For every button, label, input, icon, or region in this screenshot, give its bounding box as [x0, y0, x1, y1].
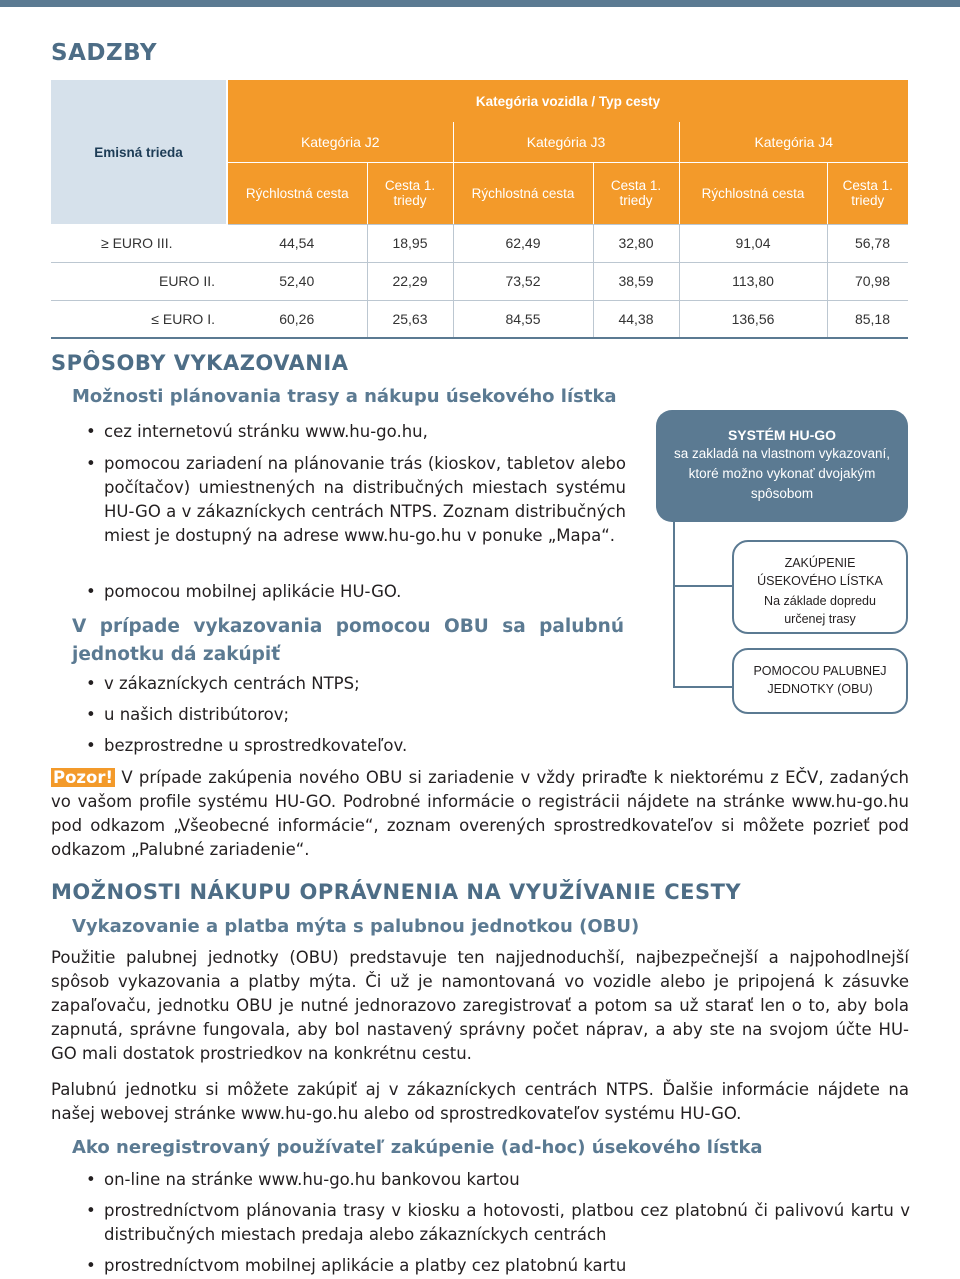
- road-type-header: Cesta 1. triedy: [367, 162, 453, 224]
- table-cell: 84,55: [453, 300, 593, 338]
- paragraph: Palubnú jednotku si môžete zakúpiť aj v zákazníckych centrách NTPS. Ďalšie informácie nájdete na našej webovej stránke www.hu-go.hu alebo od sprostredkovateľov systému HU-GO.: [51, 1080, 909, 1123]
- subtitle-planning: Možnosti plánovania trasy a nákupu úsekového lístka: [72, 386, 617, 407]
- system-hugo-box: [656, 410, 908, 522]
- system-hugo-title: SYSTÉM HU-GO: [727, 427, 837, 443]
- table-cell: 25,63: [367, 300, 453, 338]
- paragraph: Použitie palubnej jednotky (OBU) predstavuje ten najjednoduchší, najbezpečnejší a najpohodlnejší spôsob vykazovania a platby mýta. Či už je namontovaná vo vozidle alebo je pripojená k zásuvke zapaľovaču, jednotku OBU je nutné jednorazovo zaregistrovať a potom sa už starať len o to, aby bola zapnutá, správne fungovala, aby bol nastavený správny počet náprav, a aby ste na svojom účte HU-GO mali dostatok prostriedkov na konkrétnu cestu.: [51, 948, 909, 1063]
- subtitle-adhoc: Ako neregistrovaný používateľ zakúpenie (ad-hoc) úsekového lístka: [72, 1137, 763, 1158]
- list-item: [86, 703, 626, 727]
- emission-class-header: Emisná trieda: [51, 80, 227, 224]
- table-cell: 73,52: [453, 262, 593, 300]
- top-accent-bar: [0, 0, 960, 7]
- list-item-text: • prostredníctvom mobilnej aplikácie a platby cez platobnú kartu: [104, 1256, 627, 1275]
- table-cell: 18,95: [367, 224, 453, 262]
- road-type-header: Rýchlostná cesta: [453, 162, 593, 224]
- table-row: [51, 300, 908, 338]
- list-item-text: • v zákazníckych centrách NTPS;: [104, 674, 360, 693]
- category-header: Kategória J4: [679, 122, 908, 162]
- row-label: ≥ EURO III.: [51, 224, 227, 262]
- subtitle-obu-purchase: V prípade vykazovania pomocou OBU sa palubnú jednotku dá zakúpiť: [72, 616, 624, 665]
- table-cell: 56,78: [827, 224, 908, 262]
- table-cell: 38,59: [593, 262, 679, 300]
- diagram-connector: [673, 686, 732, 688]
- list-item: [86, 420, 626, 444]
- diagram-connector: [673, 522, 675, 687]
- list-item: [86, 580, 626, 604]
- row-label: ≤ EURO I.: [51, 300, 227, 338]
- table-cell: 22,29: [367, 262, 453, 300]
- table-cell: 62,49: [453, 224, 593, 262]
- list-item-text: • cez internetovú stránku www.hu-go.hu,: [104, 422, 428, 441]
- section-title-reporting: SPÔSOBY VYKAZOVANIA: [51, 351, 349, 375]
- table-row: [51, 262, 908, 300]
- list-item-text: • pomocou zariadení na plánovanie trás (kioskov, tabletov alebo počítačov) umiestnených na distribučných miestach systému HU-GO a v zákazníckych centrách NTPS. Zoznam distribučných miest je dostupný na adrese www.hu-go.hu v ponuke „Mapa“.: [104, 454, 626, 545]
- system-hugo-desc: sa zakladá na vlastnom vykazovaní, ktoré možno vykonať dvojakým spôsobom: [673, 446, 891, 501]
- list-item: [86, 672, 626, 696]
- table-cell: 113,80: [679, 262, 827, 300]
- obu-box-title: POMOCOU PALUBNEJ JEDNOTKY (OBU): [753, 664, 887, 696]
- list-item-text: • bezprostredne u sprostredkovateľov.: [104, 736, 408, 755]
- list-item: [86, 1199, 910, 1247]
- list-item: [86, 1254, 910, 1278]
- vehicle-category-header: Kategória vozidla / Typ cesty: [227, 80, 908, 122]
- obu-box: [732, 648, 908, 714]
- list-item: [86, 452, 626, 548]
- warning-note: [51, 766, 909, 862]
- table-row: [51, 224, 908, 262]
- warning-text: V prípade zakúpenia nového OBU si zariadenie v vždy priraďte k niektorému z EČV, zadaných vo vašom profile systému HU-GO. Podrobné informácie o registrácii nájdete na stránke www.hu-go.hu pod odkazom „Všeobecné informácie“, zoznam overených sprostredkovateľov si môžete pozrieť pod odkazom „Palubné zariadenie“.: [51, 768, 909, 859]
- road-type-header: Cesta 1. triedy: [593, 162, 679, 224]
- row-label: EURO II.: [51, 262, 227, 300]
- table-cell: 52,40: [227, 262, 367, 300]
- table-cell: 136,56: [679, 300, 827, 338]
- category-header: Kategória J2: [227, 122, 453, 162]
- road-type-header: Rýchlostná cesta: [227, 162, 367, 224]
- table-cell: 91,04: [679, 224, 827, 262]
- list-item-text: • on-line na stránke www.hu-go.hu bankovou kartou: [104, 1170, 520, 1189]
- list-item-text: • pomocou mobilnej aplikácie HU-GO.: [104, 582, 402, 601]
- ticket-purchase-desc: Na základe dopredu určenej trasy: [764, 594, 876, 626]
- list-item-text: • prostredníctvom plánovania trasy v kiosku a hotovosti, platbou cez platobnú či palivovú kartu v distribučných miestach predaja alebo zákazníckych centrách: [104, 1201, 910, 1244]
- ticket-purchase-box: [732, 540, 908, 634]
- table-cell: 44,38: [593, 300, 679, 338]
- heading-sadzby: SADZBY: [51, 40, 158, 66]
- list-item: [86, 1168, 910, 1192]
- diagram-connector: [673, 585, 732, 587]
- table-cell: 32,80: [593, 224, 679, 262]
- warning-label: Pozor!: [53, 768, 114, 787]
- road-type-header: Cesta 1. triedy: [827, 162, 908, 224]
- table-cell: 85,18: [827, 300, 908, 338]
- rates-table: [51, 80, 908, 339]
- list-item: [86, 734, 626, 758]
- table-cell: 70,98: [827, 262, 908, 300]
- table-cell: 60,26: [227, 300, 367, 338]
- category-header: Kategória J3: [453, 122, 679, 162]
- subtitle-obu-reporting: Vykazovanie a platba mýta s palubnou jednotkou (OBU): [72, 916, 640, 937]
- table-cell: 44,54: [227, 224, 367, 262]
- section-title-purchase: MOŽNOSTI NÁKUPU OPRÁVNENIA NA VYUŽÍVANIE CESTY: [51, 880, 742, 904]
- list-item-text: • u našich distribútorov;: [104, 705, 290, 724]
- ticket-purchase-title: ZAKÚPENIE ÚSEKOVÉHO LÍSTKA: [757, 556, 883, 588]
- road-type-header: Rýchlostná cesta: [679, 162, 827, 224]
